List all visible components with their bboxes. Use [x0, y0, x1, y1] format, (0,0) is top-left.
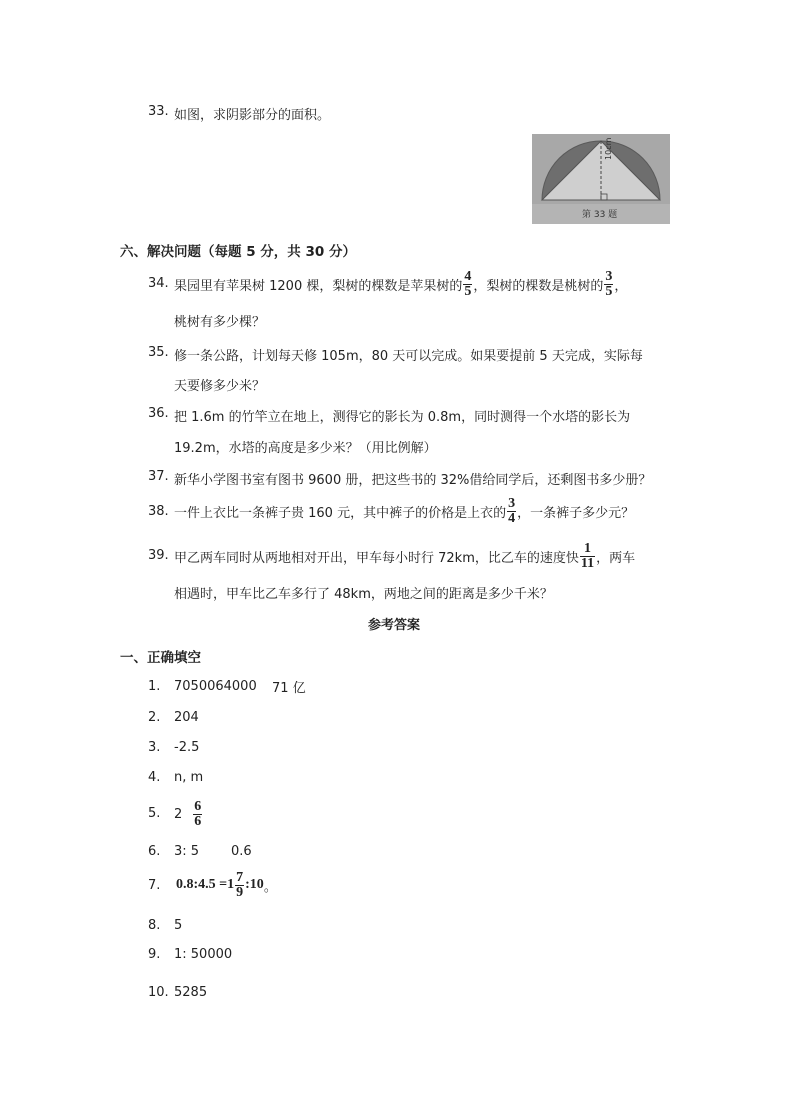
- answer-number: 4.: [148, 770, 161, 785]
- figure-caption: 第 33 题: [582, 210, 618, 220]
- answer-text: -2.5: [174, 740, 200, 755]
- q33-figure: [532, 134, 670, 224]
- fraction-denominator: 9: [236, 884, 244, 900]
- answer-text: 7050064000: [174, 679, 257, 694]
- question-34-line1: [174, 268, 627, 300]
- answer-text: 3: 5: [174, 844, 200, 859]
- question-number: 34.: [148, 276, 169, 291]
- answer-text: n, m: [174, 770, 204, 785]
- answer-number: 2.: [148, 710, 161, 725]
- fraction-numerator: 3: [605, 268, 613, 284]
- answer-number: 8.: [148, 918, 161, 933]
- question-number: 37.: [148, 469, 169, 484]
- answer-number: 7.: [148, 878, 161, 893]
- answer-number: 9.: [148, 947, 161, 962]
- question-text: 新华小学图书室有图书 9600 册，把这些书的 32%借给同学后，还剩图书多少册？: [174, 473, 652, 488]
- question-text: 修一条公路，计划每天修 105m，80 天可以完成。如果要提前 5 天完成，实际每: [174, 349, 643, 364]
- answer-text: 5: [174, 918, 183, 933]
- answer-text: :10: [245, 877, 264, 892]
- question-text: 桃树有多少棵？: [174, 315, 266, 330]
- answer-extra: 71 亿: [272, 681, 306, 696]
- answer-text: 204: [174, 710, 199, 725]
- question-text: 甲乙两车同时从两地相对开出，甲车每小时行 72km，比乙车的速度快: [174, 550, 579, 566]
- question-number: 38.: [148, 504, 169, 519]
- question-text: 如图，求阴影部分的面积。: [174, 108, 331, 123]
- fraction-numerator: 7: [236, 869, 244, 885]
- question-text: 相遇时，甲车比乙车多行了 48km，两地之间的距离是多少千米？: [174, 587, 553, 602]
- fraction-numerator: 1: [583, 540, 591, 556]
- fraction-numerator: 4: [464, 268, 472, 284]
- figure-side-label: 10cm: [604, 137, 613, 160]
- fraction: [507, 497, 516, 526]
- question-text: 果园里有苹果树 1200 棵，梨树的棵数是苹果树的: [174, 278, 463, 294]
- question-text: 把 1.6m 的竹竿立在地上，测得它的影长为 0.8m，同时测得一个水塔的影长为: [174, 410, 631, 425]
- fraction: [235, 871, 244, 900]
- fraction: [193, 800, 202, 829]
- question-number: 39.: [148, 548, 169, 563]
- fraction-denominator: 5: [605, 283, 613, 299]
- question-text: 天要修多少米？: [174, 379, 266, 394]
- answers-title: 参考答案: [368, 618, 421, 633]
- answer-number: 1.: [148, 679, 161, 694]
- answer-number: 3.: [148, 740, 161, 755]
- fraction: [604, 270, 613, 299]
- fraction-denominator: 11: [580, 555, 595, 571]
- question-38-line1: [174, 495, 634, 527]
- fraction-numerator: 3: [508, 495, 516, 511]
- answer-number: 5.: [148, 806, 161, 821]
- answer-number: 10.: [148, 985, 169, 1000]
- fraction-denominator: 6: [194, 813, 202, 829]
- fraction-denominator: 5: [464, 283, 472, 299]
- question-text: 一件上衣比一条裤子贵 160 元，其中裤子的价格是上衣的: [174, 505, 507, 521]
- answer-text: 。: [263, 879, 277, 895]
- answer-extra: 0.6: [231, 844, 252, 859]
- question-text: ，一条裤子多少元？: [517, 505, 635, 521]
- question-text: ，两车: [596, 550, 636, 566]
- answer-text: 5285: [174, 985, 208, 1000]
- question-text: ，: [614, 278, 628, 294]
- answer-text: 0.8:4.5 =1: [176, 877, 235, 892]
- answer-number: 6.: [148, 844, 161, 859]
- question-39-line1: [174, 540, 635, 572]
- answer-text: 2: [174, 806, 183, 822]
- answer-7-line: [176, 868, 277, 902]
- question-number: 35.: [148, 345, 169, 360]
- answer-text: 1: 50000: [174, 947, 233, 962]
- fraction-numerator: 6: [194, 798, 202, 814]
- question-text: ，梨树的棵数是桃树的: [473, 278, 604, 294]
- question-number: 36.: [148, 406, 169, 421]
- question-number: 33.: [148, 104, 169, 119]
- question-text: 19.2m，水塔的高度是多少米？（用比例解）: [174, 441, 437, 456]
- section-heading: 六、解决问题（每题 5 分，共 30 分）: [120, 244, 356, 260]
- fraction: [463, 270, 472, 299]
- fraction-denominator: 4: [508, 510, 516, 526]
- answer-5-line: [174, 797, 203, 831]
- answers-section-heading: 一、正确填空: [120, 650, 201, 666]
- fraction: [580, 542, 595, 571]
